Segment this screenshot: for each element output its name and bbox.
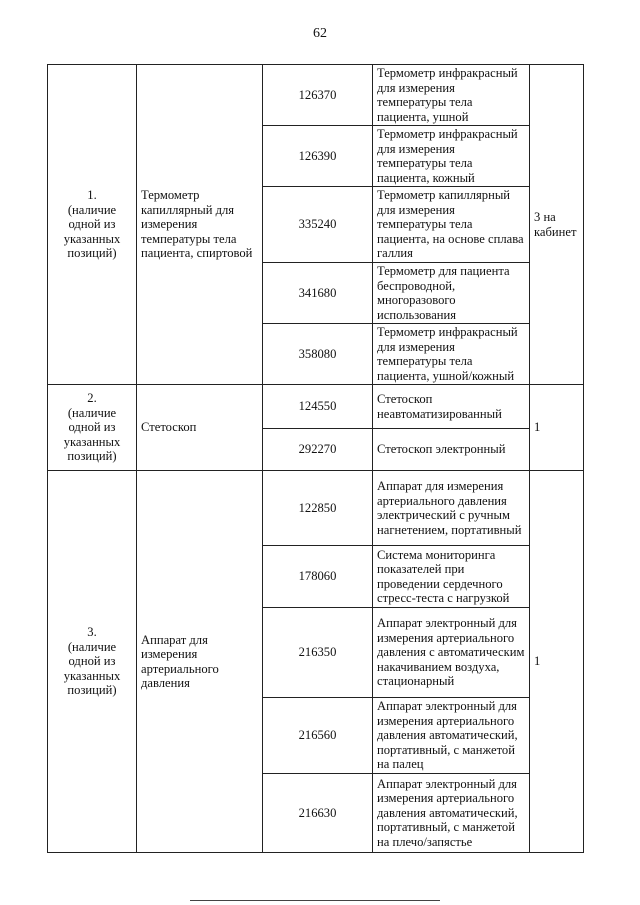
item-code: 358080: [263, 324, 373, 385]
item-code: 126370: [263, 65, 373, 126]
item-description: Аппарат электронный для измерения артериального давления автоматический, портативный, с манжетой на плечо/запястье: [373, 774, 530, 853]
item-code: 124550: [263, 385, 373, 429]
group-number: 3.: [87, 625, 97, 640]
item-code: 216560: [263, 698, 373, 774]
table-row: [48, 385, 584, 429]
group-note: (наличие одной из указанных позиций): [63, 639, 121, 698]
item-description: Аппарат электронный для измерения артериального давления с автоматическим накачиванием воздуха, стационарный: [373, 608, 530, 698]
item-description: Термометр инфракрасный для измерения температуры тела пациента, ушной: [373, 65, 530, 126]
item-code: 335240: [263, 187, 373, 263]
item-description: Аппарат электронный для измерения артериального давления автоматический, портативный, с манжетой на палец: [373, 698, 530, 774]
item-code: 216350: [263, 608, 373, 698]
item-code: 292270: [263, 429, 373, 471]
item-description: Термометр для пациента беспроводной, многоразового использования: [373, 263, 530, 324]
equipment-table: [47, 64, 584, 853]
item-code: 126390: [263, 126, 373, 187]
group-quantity: 1: [530, 385, 584, 471]
item-description: Термометр капиллярный для измерения температуры тела пациента, на основе сплава галлия: [373, 187, 530, 263]
item-description: Стетоскоп электронный: [373, 429, 530, 471]
item-code: 216630: [263, 774, 373, 853]
bottom-divider: [190, 900, 440, 901]
item-description: Термометр инфракрасный для измерения температуры тела пациента, ушной/кожный: [373, 324, 530, 385]
table-row: [48, 471, 584, 546]
item-description: Термометр инфракрасный для измерения температуры тела пациента, кожный: [373, 126, 530, 187]
group-quantity: 3 на кабинет: [530, 65, 584, 385]
group-number-cell: [48, 471, 137, 853]
item-description: Стетоскоп неавтоматизированный: [373, 385, 530, 429]
group-name: Аппарат для измерения артериального давления: [137, 471, 263, 853]
group-name: Стетоскоп: [137, 385, 263, 471]
item-code: 178060: [263, 546, 373, 608]
item-code: 341680: [263, 263, 373, 324]
group-number: 2.: [87, 391, 97, 406]
item-description: Аппарат для измерения артериального давления электрический с ручным нагнетением, портативный: [373, 471, 530, 546]
group-quantity: 1: [530, 471, 584, 853]
group-note: (наличие одной из указанных позиций): [63, 405, 121, 464]
item-description: Система мониторинга показателей при проведении сердечного стресс-теста с нагрузкой: [373, 546, 530, 608]
group-number: 1.: [87, 188, 97, 203]
group-note: (наличие одной из указанных позиций): [63, 202, 121, 261]
group-number-cell: [48, 385, 137, 471]
group-number-cell: [48, 65, 137, 385]
table-row: [48, 65, 584, 126]
group-name: Термометр капиллярный для измерения температуры тела пациента, спиртовой: [137, 65, 263, 385]
page-number: 62: [313, 26, 327, 41]
item-code: 122850: [263, 471, 373, 546]
